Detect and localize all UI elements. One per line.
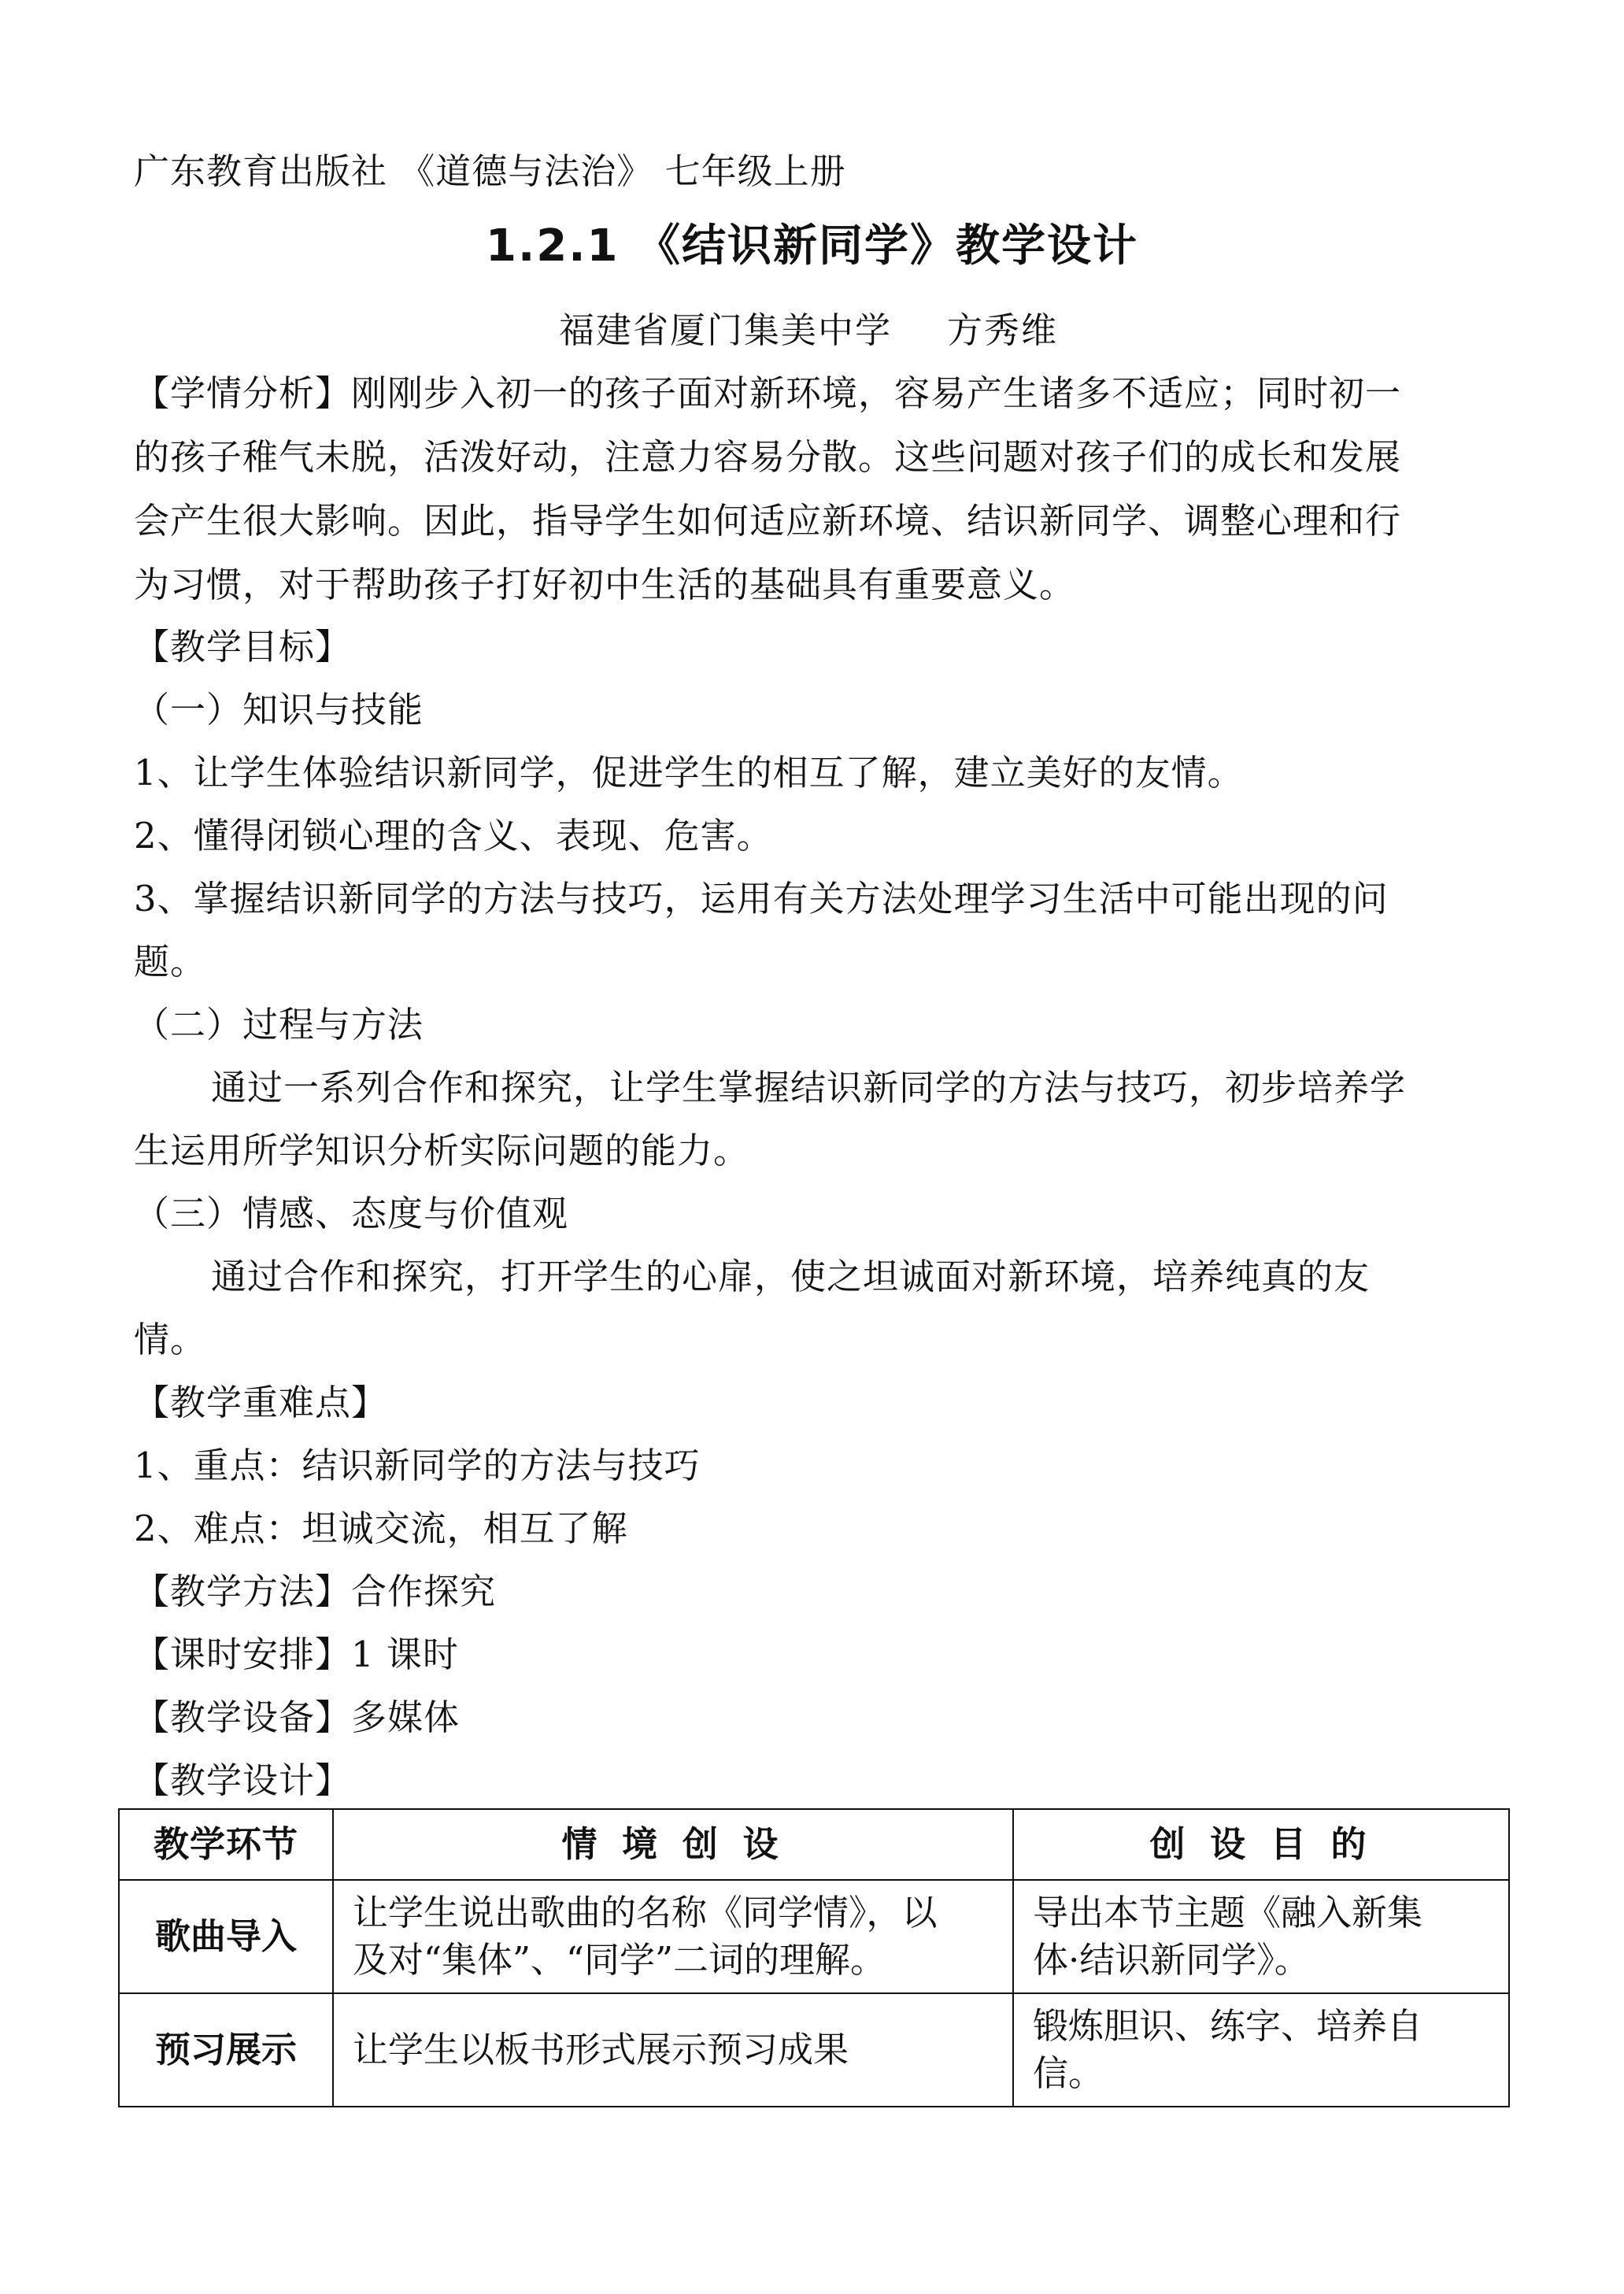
purpose-cell	[1013, 1880, 1509, 1993]
scenario-cell	[333, 1880, 1013, 1993]
knowledge-item-3-cont: 题。	[134, 941, 207, 982]
scenario-cell	[333, 1993, 1013, 2107]
teaching-equipment: 【教学设备】多媒体	[134, 1696, 461, 1738]
keypoint-item-2: 2、难点：坦诚交流，相互了解	[134, 1508, 628, 1549]
knowledge-item-2: 2、懂得闭锁心理的含义、表现、危害。	[134, 815, 773, 857]
purpose-line: 导出本节主题《融入新集	[1033, 1892, 1423, 1933]
analysis-line-3: 会产生很大影响。因此，指导学生如何适应新环境、结识新同学、调整心理和行	[134, 500, 1402, 542]
table-row	[119, 1880, 1509, 1993]
author-school: 福建省厦门集美中学	[559, 309, 893, 351]
table-row	[119, 1993, 1509, 2107]
process-line-2: 生运用所学知识分析实际问题的能力。	[134, 1130, 750, 1171]
process-heading: （二）过程与方法	[134, 1004, 424, 1045]
page-title: 1.2.1 《结识新同学》教学设计	[486, 220, 1138, 272]
design-table	[118, 1808, 1510, 2107]
table-header-row	[119, 1809, 1509, 1880]
purpose-line: 信。	[1033, 2052, 1104, 2094]
knowledge-item-1: 1、让学生体验结识新同学，促进学生的相互了解，建立美好的友情。	[134, 752, 1244, 794]
header-stage: 教学环节	[119, 1809, 333, 1880]
emotion-line-2: 情。	[134, 1319, 207, 1360]
analysis-line-4: 为习惯，对于帮助孩子打好初中生活的基础具有重要意义。	[134, 564, 1076, 605]
scenario-line: 让学生说出歌曲的名称《同学情》，以	[353, 1892, 938, 1933]
header-purpose: 创 设 目 的	[1013, 1809, 1509, 1880]
keypoint-item-1: 1、重点：结识新同学的方法与技巧	[134, 1445, 701, 1486]
keypoints-heading: 【教学重难点】	[134, 1382, 388, 1423]
purpose-cell	[1013, 1993, 1509, 2107]
publisher-header: 广东教育出版社 《道德与法治》 七年级上册	[134, 150, 846, 192]
purpose-line: 锻炼胆识、练字、培养自	[1033, 2005, 1423, 2047]
author-line	[559, 307, 1058, 354]
author-name: 方秀维	[947, 309, 1059, 351]
scenario-line: 让学生以板书形式展示预习成果	[353, 2029, 849, 2070]
scenario-line: 及对“集体”、“同学”二词的理解。	[353, 1939, 886, 1981]
emotion-heading: （三）情感、态度与价值观	[134, 1193, 569, 1234]
knowledge-item-3: 3、掌握结识新同学的方法与技巧，运用有关方法处理学习生活中可能出现的问	[134, 878, 1389, 919]
process-line-1: 通过一系列合作和探究，让学生掌握结识新同学的方法与技巧，初步培养学	[211, 1067, 1407, 1108]
class-schedule: 【课时安排】1 课时	[134, 1634, 459, 1675]
knowledge-heading: （一）知识与技能	[134, 689, 424, 731]
stage-cell: 预习展示	[119, 1993, 333, 2107]
header-scenario: 情 境 创 设	[333, 1809, 1013, 1880]
emotion-line-1: 通过合作和探究，打开学生的心扉，使之坦诚面对新环境，培养纯真的友	[211, 1256, 1371, 1297]
teaching-method: 【教学方法】合作探究	[134, 1571, 497, 1612]
analysis-line-1: 【学情分析】刚刚步入初一的孩子面对新环境，容易产生诸多不适应；同时初一	[134, 372, 1402, 414]
purpose-line: 体·结识新同学》。	[1033, 1939, 1310, 1981]
goals-heading: 【教学目标】	[134, 626, 352, 668]
analysis-line-2: 的孩子稚气未脱，活泼好动，注意力容易分散。这些问题对孩子们的成长和发展	[134, 436, 1402, 478]
stage-cell: 歌曲导入	[119, 1880, 333, 1993]
design-heading: 【教学设计】	[134, 1759, 352, 1801]
